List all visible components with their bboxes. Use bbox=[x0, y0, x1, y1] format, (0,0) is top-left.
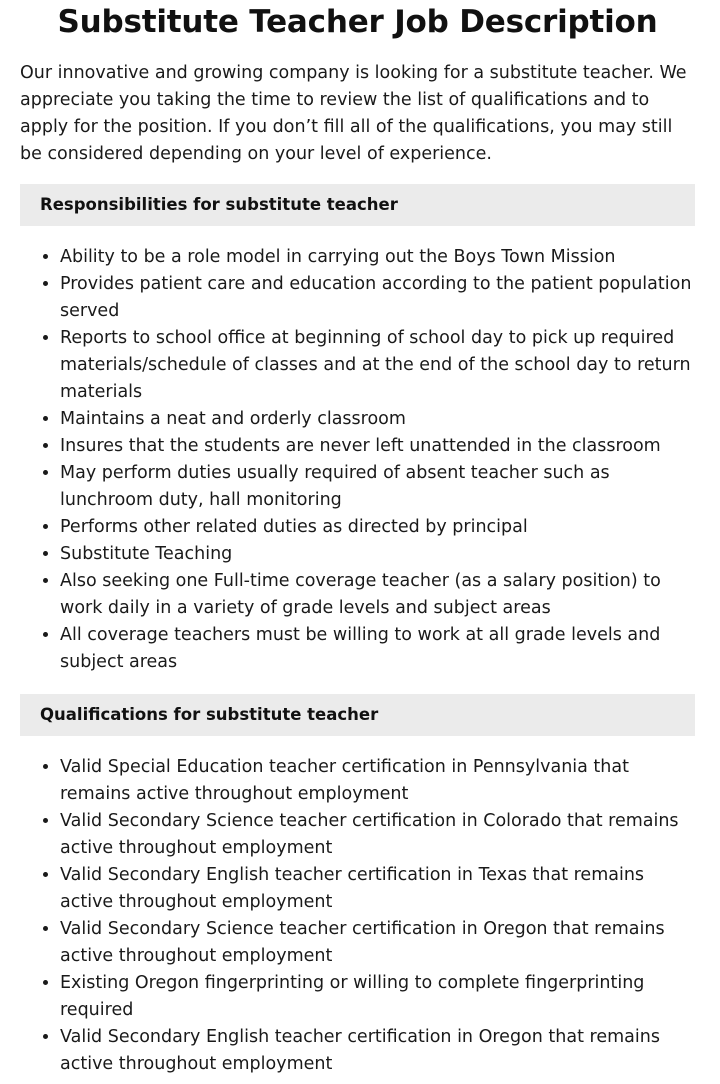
list-item: • May perform duties usually required of absent teacher such as lunchroom duty, hall monitoring bbox=[60, 460, 695, 514]
list-item: • Provides patient care and education according to the patient population served bbox=[60, 271, 695, 325]
list-item: • Ability to be a role model in carrying out the Boys Town Mission bbox=[60, 244, 695, 271]
list-item: • Valid Secondary English teacher certification in Oregon that remains active throughout employment bbox=[60, 1024, 695, 1078]
list-item: • Performs other related duties as directed by principal bbox=[60, 514, 695, 541]
responsibilities-heading: Responsibilities for substitute teacher bbox=[20, 184, 695, 226]
page-title: Substitute Teacher Job Description bbox=[57, 4, 658, 40]
list-item: • Valid Secondary Science teacher certification in Oregon that remains active throughout employment bbox=[60, 916, 695, 970]
list-item: • Also seeking one Full-time coverage teacher (as a salary position) to work daily in a variety of grade levels and subject areas bbox=[60, 568, 695, 622]
list-item: • Valid Special Education teacher certification in Pennsylvania that remains active throughout employment bbox=[60, 754, 695, 808]
list-item: • Maintains a neat and orderly classroom bbox=[60, 406, 695, 433]
list-item: • Valid Secondary English teacher certification in Texas that remains active throughout employment bbox=[60, 862, 695, 916]
qualifications-heading: Qualifications for substitute teacher bbox=[20, 694, 695, 736]
list-item: • All coverage teachers must be willing to work at all grade levels and subject areas bbox=[60, 622, 695, 676]
list-item: • Substitute Teaching bbox=[60, 541, 695, 568]
intro-paragraph: Our innovative and growing company is looking for a substitute teacher. We appreciate you taking the time to review the list of qualifications and to apply for the position. If you don’t fill all of the qualifications, you may still be considered depending on your level of experience. bbox=[20, 63, 687, 164]
list-item: • Reports to school office at beginning of school day to pick up required materials/schedule of classes and at the end of the school day to return materials bbox=[60, 325, 695, 406]
list-item: • Existing Oregon fingerprinting or willing to complete fingerprinting required bbox=[60, 970, 695, 1024]
responsibilities-list bbox=[20, 244, 695, 676]
qualifications-list bbox=[20, 754, 695, 1078]
list-item: • Valid Secondary Science teacher certification in Colorado that remains active throughout employment bbox=[60, 808, 695, 862]
list-item: • Insures that the students are never left unattended in the classroom bbox=[60, 433, 695, 460]
